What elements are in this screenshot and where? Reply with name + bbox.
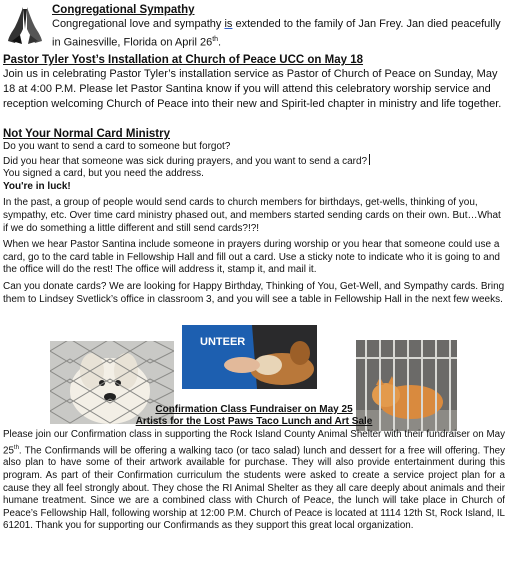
card-paragraph-2: When we hear Pastor Santina include someone in prayers during worship or you hear that someone could use a card, go to the card table in Fellowship Hall and fill out a card. Use a sticky note to indicate who it is going to and the office will do the rest! The office will address it, stamp it, and mail it. xyxy=(3,239,500,276)
installation-text: Join us in celebrating Pastor Tyler’s installation service as Pastor of Church of Peace on Sunday, May 18 at 4:00 P.M. Please let Pastor Santina know if you will attend this celebratory worship service and reception welcoming Church of Peace into their new and Spirit-led chapter in ministry and life together. xyxy=(3,68,502,110)
card-question-3: You signed a card, but you need the address. xyxy=(3,168,204,180)
card-ministry-title: Not Your Normal Card Ministry xyxy=(3,128,170,140)
sympathy-section xyxy=(4,3,504,51)
sympathy-text: Congregational love and sympathy is extended to the family of Jan Frey. Jan died peacefully in Gainesville, Florida on April 26th. xyxy=(52,18,501,49)
fundraiser-text: Please join our Confirmation class in supporting the Rock Island County Animal Shelter with their fundraiser on May 25th. The Confirmands will be offering a walking taco (or taco salad) lunch and dessert for a free will offering. They also plan to have some of their artwork available for purchase. They will also provide entertainment during this program. As part of their Confirmation curriculum the students were asked to create a service project plan for a cause they all feel strongly about. They chose the RI Animal Shelter as they all care deeply about animals and their humane treatment. Since we are a combined class with Church of Peace, the lunch will take place in Church of Peace’s Fellowship Hall, following worship at 12:00 P.M. Church of Peace is located at 1114 12th St, Rock Island, IL 61201. Thank you for supporting our Confirmands as they support this great local organization. xyxy=(3,429,505,532)
card-question-1: Do you want to send a card to someone but forgot? xyxy=(3,141,231,152)
fundraiser-title: Confirmation Class Fundraiser on May 25 xyxy=(155,404,353,415)
card-question-2: Did you hear that someone was sick during prayers, and you want to send a card? xyxy=(3,154,505,169)
fundraiser-headings xyxy=(3,404,505,428)
fundraiser-subtitle: Artists for the Lost Paws Taco Lunch and Art Sale xyxy=(135,416,373,427)
installation-section xyxy=(3,53,505,112)
volunteer-shirt-text: UNTEER xyxy=(200,336,246,348)
card-paragraph-1: In the past, a group of people would send cards to church members for birthdays, get-wells, thinking of you, sympathy, etc. Over time card ministry phased out, and members started sending cards on their own. But…What if we do something a little different and still send cards?!?! xyxy=(3,197,501,234)
praying-hands-icon xyxy=(6,5,44,45)
card-paragraph-3: Can you donate cards? We are looking for Happy Birthday, Thinking of You, Get-Well, and Sympathy cards. Bring them to Lindsey Svetlick’s office in classroom 3, and you will see a table in Fellowship Hall in the next few weeks. xyxy=(3,280,505,305)
installation-title: Pastor Tyler Yost’s Installation at Church of Peace UCC on May 18 xyxy=(3,54,364,66)
sympathy-title: Congregational Sympathy xyxy=(52,4,195,16)
text-cursor xyxy=(369,154,370,165)
fundraiser-section xyxy=(3,404,505,533)
card-ministry-section xyxy=(3,127,505,306)
card-luck: You're in luck! xyxy=(3,180,71,192)
volunteer-with-dog-photo xyxy=(182,325,317,389)
spellcheck-word: is xyxy=(224,18,233,30)
